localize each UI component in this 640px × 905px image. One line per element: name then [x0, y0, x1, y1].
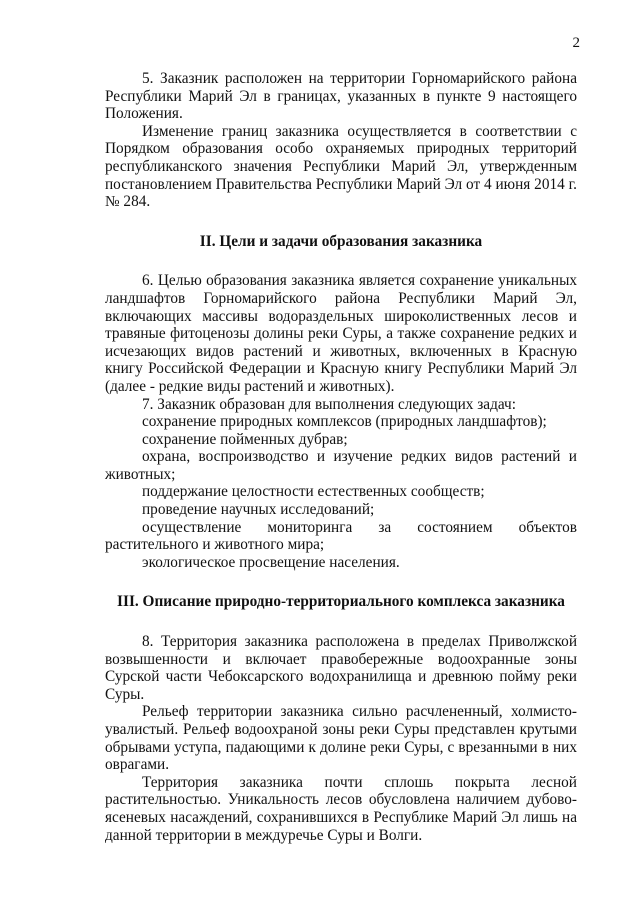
- paragraph-8-forest: Территория заказника почти сплошь покрыта лесной растительностью. Уникальность лесов обусловлена наличием дубово-ясеневых насаждений, сохранившихся в Республике Марий Эл лишь на данной территории в междуречье Суры и Волги.: [105, 773, 577, 844]
- task-item-7: экологическое просвещение населения.: [142, 553, 400, 571]
- page-number: 2: [572, 35, 580, 51]
- task-item-3: охрана, воспроизводство и изучение редких видов растений и животных;: [105, 448, 577, 483]
- task-item-6: осуществление мониторинга за состоянием объектов растительного и животного мира;: [105, 518, 577, 554]
- section-2-heading: II. Цели и задачи образования заказника: [199, 232, 483, 250]
- paragraph-7: 7. Заказник образован для выполнения следующих задач:: [142, 395, 516, 413]
- paragraph-8: 8. Территория заказника расположена в пределах Приволжской возвышенности и включает правобережные водоохранные зоны Сурской части Чебоксарского водохранилища и древнюю пойму реки Суры.: [105, 633, 577, 703]
- paragraph-8-relief: Рельеф территории заказника сильно расчлененный, холмисто-увалистый. Рельеф водоохраной зоны реки Суры представлен крутыми обрывами уступа, падающими к долине реки Суры, с врезанными в них оврагами.: [105, 703, 577, 774]
- task-item-2: сохранение пойменных дубрав;: [142, 430, 348, 448]
- paragraph-5: 5. Заказник расположен на территории Горномарийского района Республики Марий Эл в границах, указанных в пункте 9 настоящего Положения.: [105, 70, 577, 123]
- section-3-heading: III. Описание природно-территориального комплекса заказника: [117, 593, 565, 611]
- document-body: [105, 70, 577, 844]
- paragraph-6: 6. Целью образования заказника является сохранение уникальных ландшафтов Горномарийского района Республики Марий Эл, включающих массивы водораздельных широколиственных лесов и травяные фитоценозы долины реки Суры, а также сохранение редких и исчезающих видов растений и животных, включенных в Красную книгу Российской Федерации и Красную книгу Республики Марий Эл (далее - редкие виды растений и животных).: [105, 272, 577, 395]
- task-item-5: проведение научных исследований;: [142, 501, 375, 519]
- task-item-1: сохранение природных комплексов (природных ландшафтов);: [142, 413, 547, 431]
- paragraph-5-boundary-change: Изменение границ заказника осуществляется в соответствии с Порядком образования особо охраняемых природных территорий республиканского значения Республики Марий Эл, утвержденным постановлением Правительства Республики Марий Эл от 4 июня 2014 г. № 284.: [105, 122, 577, 211]
- task-item-4: поддержание целостности естественных сообществ;: [142, 483, 485, 501]
